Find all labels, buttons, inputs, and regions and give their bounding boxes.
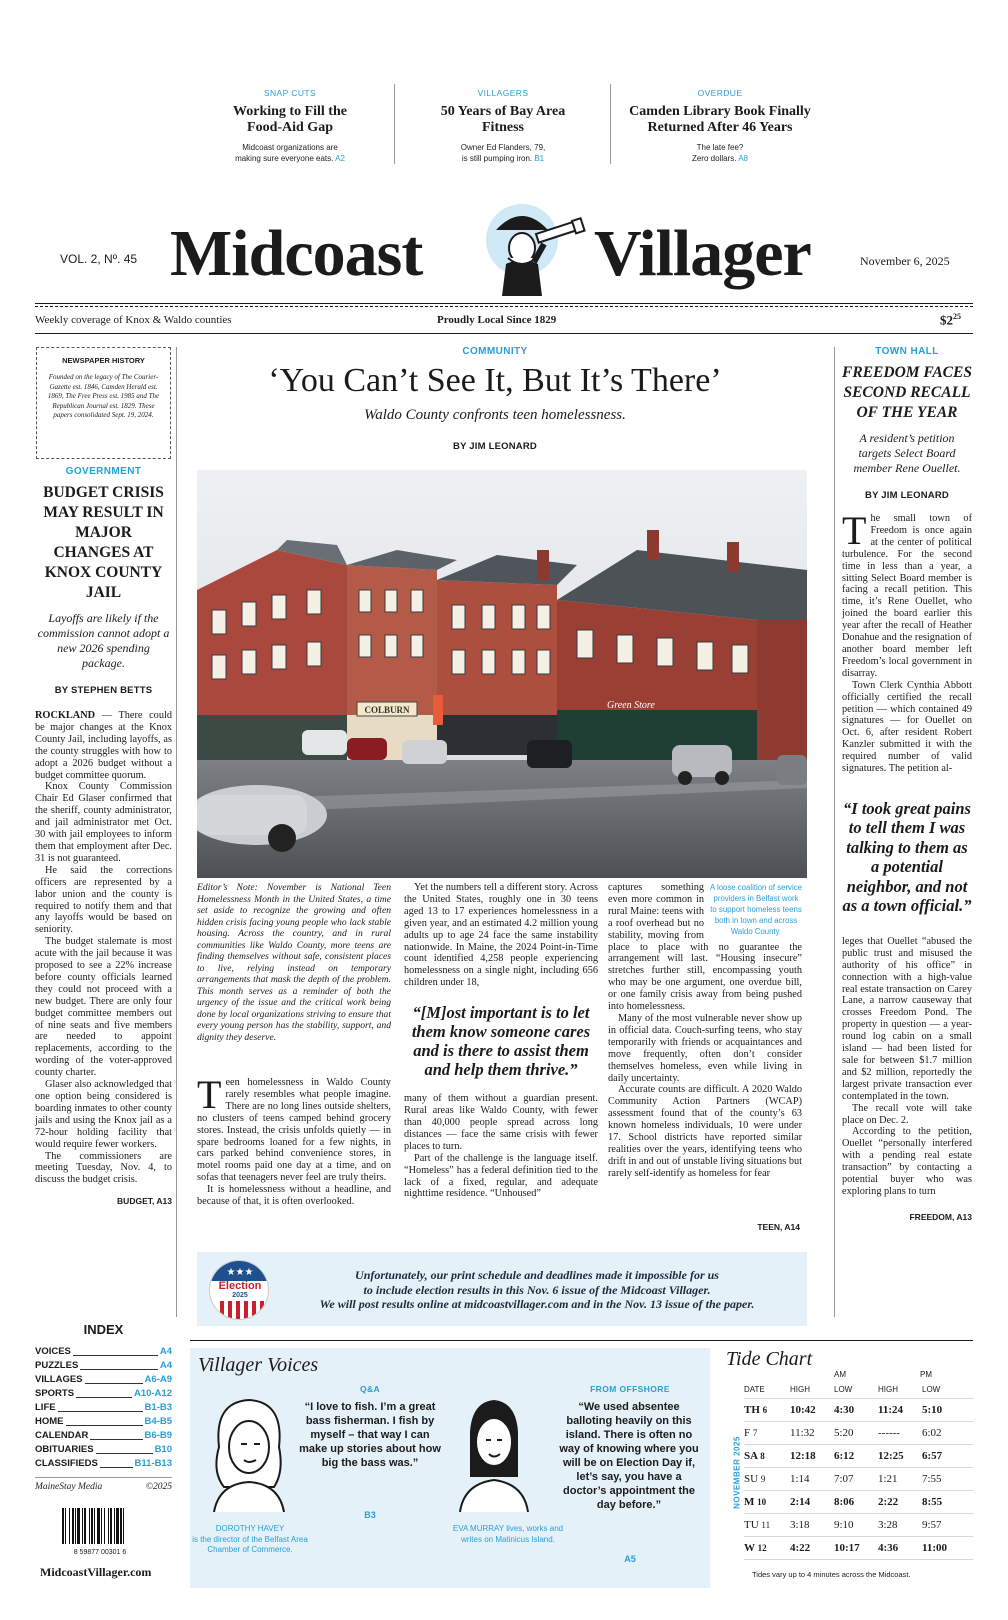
tide-cell: 11:24	[878, 1404, 904, 1416]
tide-cell: 10:42	[790, 1404, 816, 1416]
voices-quote-1: “I love to fish. I’m a great bass fisherman. I fish by myself – that way I can make up stories about how big the bass was.”	[299, 1401, 441, 1469]
voices-ref-1[interactable]: B3	[364, 1510, 376, 1520]
teaser-summary: Midcoast organizations are making sure everyone eats. A2	[235, 143, 345, 163]
jump-link[interactable]: FREEDOM, A13	[909, 1211, 972, 1222]
voices-credit-1: DOROTHY HAVEY is the director of the Belfast Area Chamber of Commerce.	[192, 1524, 308, 1554]
tide-cell: 11:00	[922, 1542, 948, 1554]
barcode-bar	[104, 1508, 105, 1544]
barcode-bar	[65, 1508, 66, 1544]
barcode-bar	[101, 1508, 102, 1544]
masthead-right: Villager	[594, 217, 811, 290]
tide-cell: 12:25	[878, 1450, 904, 1462]
tide-row	[744, 1491, 973, 1514]
barcode-bar	[77, 1508, 80, 1544]
tide-cell: 8:55	[922, 1496, 943, 1508]
tide-header-row	[744, 1382, 973, 1399]
tide-cell: 1:14	[790, 1473, 810, 1485]
page-ref: A8	[738, 154, 749, 163]
teaser-headline[interactable]: Camden Library Book Finally Returned After 46 Years	[629, 104, 811, 135]
index-item[interactable]: LIFE B1-B3	[35, 1402, 172, 1413]
tide-cell: 4:36	[878, 1542, 899, 1554]
index-item[interactable]: VOICES A4	[35, 1346, 172, 1357]
tide-month: NOVEMBER 2025	[732, 1436, 742, 1509]
election-badge	[209, 1260, 269, 1320]
teaser-headline[interactable]: Working to Fill the Food-Aid Gap	[233, 104, 347, 135]
page-ref: B1	[534, 154, 545, 163]
main-jump-link[interactable]: TEEN, A14	[757, 1222, 800, 1232]
election-notice: Unfortunately, our print schedule and deadlines made it impossible for us to include election results in this Nov. 6 issue of the Midcoast Villager. We will post results online at midcoastvillager.com and in the Nov. 13 issue of the paper.	[319, 1268, 755, 1311]
volume-number: VOL. 2, Nº. 45	[60, 252, 138, 266]
tide-cell: 5:10	[922, 1404, 943, 1416]
barcode-bar	[108, 1508, 109, 1544]
story-dek: A resident’s petition targets Select Board member Rene Ouellet.	[853, 431, 961, 475]
story-body: T he small town of Freedom is once again at the center of political turbulence. For the second time in less than a year, a sitting Select Board member is facing a recall petition. This time, it’s Rene Ouellet, who joined the board earlier this year after the recall of Heather Donahue and the resignation of another board member left Freedom’s local government in disarray. Town Clerk Cynthia Abbott officially certified the recall petition — which contained 49 signatures — for Ouellet on Oct. 6, after resident Robert Kanzler submitted it with the required number of valid signatures. The petition al-	[842, 508, 972, 775]
teaser-3[interactable]	[620, 88, 820, 164]
story-kicker: TOWN HALL	[875, 346, 939, 357]
tide-cell: 6:02	[922, 1427, 942, 1439]
dropcap: T	[197, 1072, 222, 1117]
tide-cell: 10:17	[834, 1542, 860, 1554]
villager-voices	[190, 1348, 710, 1588]
svg-text:★★★: ★★★	[226, 1267, 254, 1278]
tide-cell: TH 6	[744, 1404, 768, 1416]
index-item[interactable]: PUZZLES A4	[35, 1360, 172, 1371]
barcode	[60, 1508, 140, 1556]
voices-kicker-2: FROM OFFSHORE	[590, 1384, 670, 1394]
tide-note: Tides vary up to 4 minutes across the Midcoast.	[752, 1570, 911, 1579]
mascot-icon	[478, 196, 588, 296]
tide-cell: F 7	[744, 1427, 758, 1439]
tide-cell: M 10	[744, 1496, 767, 1508]
tagline: Weekly coverage of Knox & Waldo counties	[35, 314, 232, 326]
barcode-bar	[84, 1508, 86, 1544]
copyright: ©2025	[145, 1482, 172, 1492]
main-col-3: A loose coalition of service providers in Belfast work to support homeless teens both in town and across Waldo County. captures something even more common in rural Maine: teens with a roof overhead but no stability, moving from place to place with no guarantee the arrangement will last. “Housing insecure” stretches further still, encompassing youth who may be one argument, one overdue bill, or one family crisis away from being pushed into homelessness. Many of the most vulnerable never show up in official data. Couch-surfing teens, who stay temporarily with friends or acquaintances and move frequently, often don’t consider themselves homeless, even while living in daily uncertainty. Accurate counts are difficult. A 2020 Waldo Community Action Partners (WCAP) assessment found that of the county’s 63 known homeless individuals, 10 were under 17. School districts have reported similar realities over the years, identifying teens who drift in and out of unstable living situations but rarely self-identify as homeless for fear	[608, 882, 802, 1179]
index-item[interactable]: OBITUARIES B10	[35, 1444, 172, 1455]
tide-cell: 11:32	[790, 1427, 815, 1439]
main-byline: BY JIM LEONARD	[453, 441, 537, 452]
price: $\$2^{25}$	[940, 312, 961, 328]
teaser-summary: Owner Ed Flanders, 79, is still pumping iron. B1	[460, 143, 546, 163]
teaser-kicker: OVERDUE	[697, 88, 743, 98]
history-text: Founded on the legacy of The Courier-Gazette est. 1846, Camden Herald est. 1869, The Free Press est. 1985 and The Republican Journal est. 1829. These papers consolidated Sept. 19, 2024.	[47, 373, 160, 419]
tide-cell: 3:28	[878, 1519, 898, 1531]
election-badge-year: 2025	[232, 1292, 248, 1299]
tide-header: LOW	[834, 1385, 853, 1394]
story-headline[interactable]: BUDGET CRISIS MAY RESULT IN MAJOR CHANGES AT KNOX COUNTY JAIL	[43, 484, 164, 601]
main-col-1: T een homelessness in Waldo County rarely resembles what people imagine. There are no long lines outside shelters, no clusters of teens camped behind grocery stores. Instead, the crisis unfolds quietly — in spare bedrooms loaned for a few nights, in cars parked behind convenience stores, in motel rooms paid one day at a time, and on sofas that teenagers never feel are truly theirs. It is homelessness without a headline, and because of that, it is often overlooked.	[197, 1072, 391, 1208]
barcode-bar	[91, 1508, 93, 1544]
barcode-bar	[69, 1508, 70, 1544]
story-byline: BY STEPHEN BETTS	[54, 685, 153, 696]
voices-quote-2: “We used absentee balloting heavily on this island. There is often no way of knowing where you will be on Election Day if, let’s say, you have a doctor’s appointment the day before.”	[559, 1401, 699, 1511]
tide-cell: 7:07	[834, 1473, 854, 1485]
tide-cell: W 12	[744, 1542, 767, 1554]
barcode-bar	[72, 1508, 74, 1544]
tide-cell: 3:18	[790, 1519, 810, 1531]
tide-cell: 4:22	[790, 1542, 811, 1554]
tide-pm: PM	[920, 1370, 932, 1379]
tide-header: HIGH	[878, 1385, 898, 1394]
page-ref: A2	[335, 154, 345, 163]
barcode-bar	[82, 1508, 83, 1544]
election-banner	[197, 1252, 807, 1326]
tide-chart	[726, 1348, 973, 1588]
right-story[interactable]	[842, 346, 972, 1222]
motto: Proudly Local Since 1829	[437, 314, 557, 326]
story-kicker: GOVERNMENT	[65, 466, 142, 477]
tide-cell: 8:06	[834, 1496, 855, 1508]
story-body: ROCKLAND — There could be major changes at the Knox County Jail, including layoffs, as the county struggles with how to adopt a 2026 budget without a budget committee quorum. Knox County Commission Chair Ed Glaser confirmed that the sheriff, county administrator, and jail administrator met Oct. 30 with jail employees to inform them that employment after Dec. 31 is not guaranteed. He said the corrections officers are represented by a labor union and the county is required to notify them and that any layoffs would be based on seniority. The budget stalemate is most acute with the jail because it was proposed to see a 22% increase before county officials learned they could not proceed with a new budget. There are only four budget committee members out of nine seats and five members are needed to appoint replacements, according to the wording of the voter-approved county charter. Glaser also acknowledged that one option being considered is boarding inmates to other county jails and using the Knox jail as a 72-hour holding facility that would require fewer workers. The commissioners are meeting Tuesday, Nov. 4, to discuss the budget crisis.	[35, 710, 172, 1186]
tide-cell: 2:14	[790, 1496, 811, 1508]
teaser-1[interactable]	[205, 88, 375, 164]
publisher: MaineStay Media	[35, 1482, 103, 1492]
tide-cell: 9:57	[922, 1519, 942, 1531]
tide-row	[744, 1399, 973, 1422]
history-title: NEWSPAPER HISTORY	[62, 356, 145, 365]
tide-row	[744, 1468, 973, 1491]
editors-note: Editor’s Note: November is National Teen Homelessness Month in the United States, a time set aside to recognize the growing and often hidden crisis facing young people who lack stable housing. Across the country, and in rural communities like Waldo County, more teens are finding themselves without safe, consistent places to live, relying instead on temporary arrangements that mask the depth of the problem. This month serves as a reminder of both the urgency of the issue and the critical work being done by local organizations striving to ensure that every young person has the stability, support, and dignity they deserve.	[197, 882, 391, 1043]
tide-cell: 6:12	[834, 1450, 855, 1462]
barcode-bar	[120, 1508, 122, 1544]
story-headline[interactable]: FREEDOM FACES SECOND RECALL OF THE YEAR	[842, 364, 972, 421]
barcode-number: 8 59877 00301 6	[73, 1549, 127, 1556]
jump-link[interactable]: BUDGET, A13	[117, 1196, 172, 1207]
tide-cell: 7:55	[922, 1473, 942, 1485]
tide-cell: 12:18	[790, 1450, 816, 1462]
left-story[interactable]	[35, 466, 172, 1206]
index-list	[35, 1345, 172, 1471]
teaser-kicker: VILLAGERS	[477, 88, 529, 98]
tide-row	[744, 1445, 973, 1468]
index-item[interactable]: SPORTS A10-A12	[35, 1388, 172, 1399]
index-item[interactable]: CLASSIFIEDS B11-B13	[35, 1458, 172, 1469]
right-pull-quote: “I took great pains to tell them I was talking to them as a potential neighbor, and not as a town official.”	[842, 798, 972, 916]
teaser-summary: The late fee? Zero dollars. A8	[691, 143, 749, 163]
tide-row	[744, 1537, 973, 1560]
tide-row	[744, 1514, 973, 1537]
index-box	[35, 1322, 172, 1492]
website-link[interactable]: MidcoastVillager.com	[40, 1565, 152, 1579]
tide-table	[744, 1382, 973, 1560]
tide-cell: SA 8	[744, 1450, 765, 1462]
tide-header: HIGH	[790, 1385, 810, 1394]
tide-title: Tide Chart	[726, 1348, 813, 1370]
teaser-headline[interactable]: 50 Years of Bay Area Fitness	[440, 104, 566, 135]
main-dek: Waldo County confronts teen homelessness.	[364, 407, 626, 423]
story-body-cont: leges that Ouellet “abused the public trust and misused the authority of his office” in connection with a high-value real estate transaction on Carey Lane, a narrow causeway that crosses Freedom Pond. The property in question — a year-round log cabin on a small island — had been listed for sale for between $1.7 million and $2 million, reportedly the largest private transaction ever contemplated in the town. The recall vote will take place on Dec. 2. According to the petition, Ouellet “personally interfered with a pending real estate transaction” by contacting a potential buyer who was exploring plans to turn	[842, 935, 972, 1197]
voices-credit-2: EVA MURRAY lives, works and writes on Matinicus Island.	[452, 1524, 564, 1544]
barcode-bar	[116, 1508, 119, 1544]
portrait-dorothy	[204, 1392, 294, 1512]
barcode-bar	[75, 1508, 76, 1544]
tide-cell: TU 11	[744, 1519, 771, 1531]
barcode-bar	[97, 1508, 100, 1544]
barcode-bar	[62, 1508, 64, 1544]
main-headline[interactable]: ‘You Can’t See It, But It’s There’	[268, 362, 722, 399]
main-kicker: COMMUNITY	[462, 346, 528, 357]
photo-caption: A loose coalition of service providers in Belfast work to support homeless teens both in town and across Waldo County.	[710, 883, 802, 936]
index-item[interactable]: HOME B4-B5	[35, 1416, 172, 1427]
tide-row	[744, 1422, 973, 1445]
main-pull-quote: “[M]ost important is to let them know someone cares and is there to assist them and help them thrive.”	[411, 1003, 591, 1080]
index-item[interactable]: CALENDAR B6-B9	[35, 1430, 172, 1441]
tide-header: LOW	[922, 1385, 941, 1394]
tide-cell: 5:20	[834, 1427, 854, 1439]
portrait-eva	[452, 1392, 536, 1512]
barcode-bar	[114, 1508, 115, 1544]
story-dek: Layoffs are likely if the commission cannot adopt a new 2026 spending package.	[37, 611, 170, 670]
barcode-bar	[89, 1508, 90, 1544]
issue-date: November 6, 2025	[860, 254, 950, 268]
voices-ref-2[interactable]: A5	[624, 1554, 636, 1564]
barcode-bar	[110, 1508, 112, 1544]
masthead-left: Midcoast	[170, 217, 423, 290]
store-sign-colburn: COLBURN	[364, 705, 410, 715]
voices-title: Villager Voices	[198, 1354, 319, 1376]
tide-cell: ------	[878, 1427, 900, 1439]
teaser-kicker: SNAP CUTS	[263, 88, 317, 98]
index-item[interactable]: VILLAGES A6-A9	[35, 1374, 172, 1385]
main-photo	[197, 470, 807, 878]
story-byline: BY JIM LEONARD	[865, 490, 949, 501]
barcode-bar	[123, 1508, 124, 1544]
tide-cell: 2:22	[878, 1496, 899, 1508]
main-col-2: Yet the numbers tell a different story. Across the United States, roughly one in 30 teens aged 13 to 17 experiences homelessness in a given year, and an estimated 4.2 million young adults up to age 24 face the same instability nationwide. In Maine, the 2024 Point-in-Time count identified 4,258 people experiencing homelessness on a single night, including 656 children under 18, “[M]ost important is to let them know someone cares and is there to assist them and help them thrive.” many of them without a guardian present. Rural areas like Waldo County, with fewer than 40,000 people spread across long distances — face the same crisis with fewer places to turn. Part of the challenge is the language itself. “Homeless” has a federal definition tied to the lack of a fixed, regular, and adequate nighttime residence. “Unhoused”	[404, 882, 598, 1200]
tide-cell: 9:10	[834, 1519, 854, 1531]
tide-cell: 4:30	[834, 1404, 855, 1416]
store-sign-green-store: Green Store	[607, 700, 655, 711]
newspaper-history-box	[36, 347, 171, 459]
election-badge-text: Election	[218, 1280, 262, 1292]
tide-cell: SU 9	[744, 1473, 766, 1485]
tide-header: DATE	[744, 1385, 765, 1394]
index-title: INDEX	[83, 1322, 124, 1337]
tide-cell: 6:57	[922, 1450, 943, 1462]
voices-kicker-1: Q&A	[359, 1384, 381, 1394]
tide-am: AM	[834, 1370, 846, 1379]
tide-cell: 1:21	[878, 1473, 898, 1485]
teaser-2[interactable]	[418, 88, 588, 164]
barcode-bar	[94, 1508, 95, 1544]
